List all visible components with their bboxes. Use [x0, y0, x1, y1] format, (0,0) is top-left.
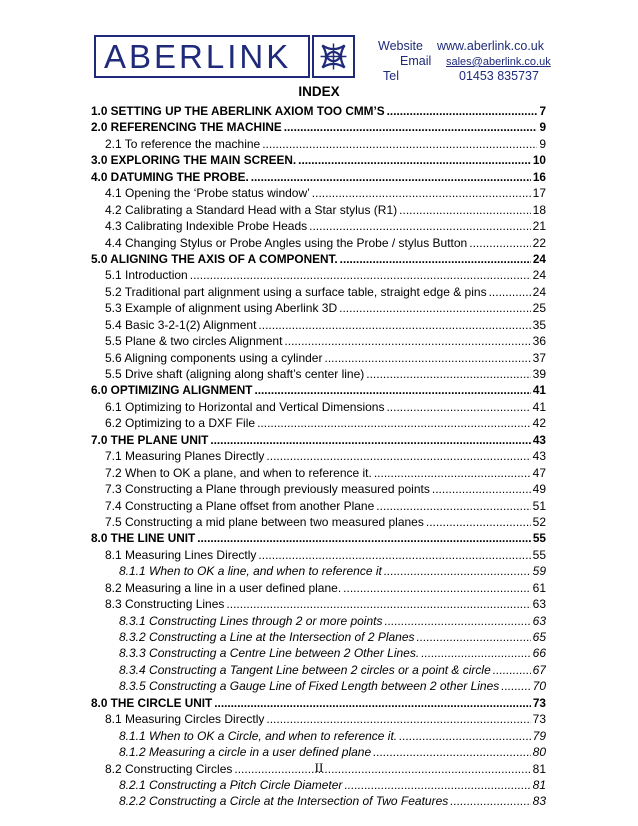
toc-entry[interactable] [91, 646, 546, 662]
toc-entry[interactable] [91, 120, 546, 136]
toc-entry-title: 8.2 Constructing Circles [105, 761, 233, 776]
toc-entry-page: 42 [532, 416, 546, 431]
toc-leader-dots [190, 268, 531, 282]
toc-leader-dots [258, 548, 530, 562]
toc-leader-dots [489, 285, 531, 299]
toc-entry[interactable] [91, 170, 546, 186]
toc-leader-dots [214, 696, 531, 710]
toc-entry[interactable] [91, 383, 546, 399]
toc-leader-dots [266, 449, 530, 463]
toc-leader-dots [226, 597, 530, 611]
toc-entry-page: 24 [532, 284, 546, 299]
toc-entry[interactable] [91, 334, 546, 350]
toc-entry-page: 17 [532, 186, 546, 201]
toc-entry[interactable] [91, 416, 546, 432]
toc-entry-title: 8.1.1 When to OK a line, and when to reference it [119, 564, 382, 579]
toc-entry[interactable] [91, 449, 546, 465]
toc-entry-page: 70 [532, 679, 546, 694]
toc-entry-title: 8.1.1 When to OK a Circle, and when to reference it. [119, 728, 398, 743]
toc-entry-title: 5.5 Plane & two circles Alignment [105, 334, 283, 349]
toc-entry[interactable] [91, 153, 546, 169]
toc-entry-title: 5.1 Introduction [105, 268, 188, 283]
toc-entry-title: 8.3.1 Constructing Lines through 2 or more points [119, 613, 383, 628]
toc-entry-title: 8.1 Measuring Circles Directly [105, 712, 265, 727]
toc-entry-title: 6.1 Optimizing to Horizontal and Vertical Dimensions [105, 399, 385, 414]
toc-entry-title: 8.3.3 Constructing a Centre Line between 2 Other Lines. [119, 646, 420, 661]
toc-leader-dots [343, 581, 530, 595]
toc-entry[interactable] [91, 203, 546, 219]
toc-entry-page: 79 [532, 728, 546, 743]
toc-entry-title: 4.0 DATUMING THE PROBE. [91, 169, 249, 184]
toc-entry[interactable] [91, 252, 546, 268]
toc-entry-page: 9 [539, 120, 546, 135]
toc-entry[interactable] [91, 482, 546, 498]
toc-entry[interactable] [91, 564, 546, 580]
website-value[interactable]: www.aberlink.co.uk [437, 39, 544, 53]
toc-entry-title: 7.2 When to OK a plane, and when to reference it. [105, 465, 372, 480]
toc-entry-title: 8.1 Measuring Lines Directly [105, 547, 257, 562]
toc-entry-page: 47 [532, 465, 546, 480]
toc-entry-title: 8.0 THE LINE UNIT [91, 531, 196, 546]
toc-entry-page: 35 [532, 317, 546, 332]
toc-leader-dots [417, 630, 531, 644]
toc-leader-dots [258, 318, 530, 332]
email-link[interactable]: sales@aberlink.co.uk [446, 56, 551, 68]
toc-entry-page: 67 [532, 662, 546, 677]
toc-entry[interactable] [91, 581, 546, 597]
toc-entry-page: 9 [539, 136, 546, 151]
toc-entry[interactable] [91, 614, 546, 630]
toc-leader-dots [284, 120, 538, 134]
toc-entry-page: 73 [532, 712, 546, 727]
toc-leader-dots [266, 712, 530, 726]
toc-leader-dots [251, 170, 531, 184]
toc-entry-page: 66 [532, 646, 546, 661]
toc-leader-dots [373, 745, 530, 759]
toc-leader-dots [344, 778, 530, 792]
toc-entry-page: 43 [532, 449, 546, 464]
toc-leader-dots [387, 104, 538, 118]
company-logo [94, 35, 310, 78]
toc-entry-title: 5.3 Example of alignment using Aberlink 3D [105, 301, 338, 316]
toc-entry[interactable] [91, 268, 546, 284]
toc-leader-dots [309, 219, 531, 233]
website-label: Website [378, 39, 423, 53]
toc-leader-dots [254, 383, 530, 397]
toc-entry-title: 4.4 Changing Stylus or Probe Angles using the Probe / stylus Button [105, 235, 468, 250]
toc-entry-title: 8.2 Measuring a line in a user defined plane. [105, 580, 342, 595]
toc-entry-title: 2.0 REFERENCING THE MACHINE [91, 120, 282, 135]
toc-entry-page: 49 [532, 482, 546, 497]
toc-entry[interactable] [91, 499, 546, 515]
toc-entry-title: 7.3 Constructing a Plane through previously measured points [105, 482, 430, 497]
toc-entry-page: 24 [532, 251, 546, 266]
toc-entry[interactable] [91, 597, 546, 613]
toc-leader-dots [384, 564, 531, 578]
toc-leader-dots [284, 334, 530, 348]
toc-leader-dots [493, 663, 531, 677]
table-of-contents [91, 104, 546, 811]
toc-entry-title: 5.4 Basic 3-2-1(2) Alignment [105, 317, 257, 332]
toc-entry[interactable] [91, 351, 546, 367]
toc-entry-page: 39 [532, 367, 546, 381]
toc-leader-dots [340, 252, 531, 266]
toc-leader-dots [501, 679, 530, 693]
toc-entry[interactable] [91, 104, 546, 120]
toc-entry[interactable] [91, 515, 546, 531]
toc-entry-title: 8.2.1 Constructing a Pitch Circle Diameter [119, 777, 343, 792]
toc-entry[interactable] [91, 318, 546, 334]
tel-value: 01453 835737 [459, 69, 539, 83]
toc-entry-title: 8.3.4 Constructing a Tangent Line between 2 circles or a point & circle [119, 662, 491, 677]
toc-leader-dots [210, 433, 531, 447]
toc-leader-dots [324, 351, 530, 365]
toc-entry-title: 2.1 To reference the machine [105, 136, 261, 151]
toc-entry-page: 61 [532, 580, 546, 595]
toc-leader-dots [386, 400, 530, 414]
toc-entry[interactable] [91, 679, 546, 695]
toc-entry-page: 55 [532, 531, 546, 546]
toc-entry[interactable] [91, 400, 546, 416]
toc-leader-dots [262, 137, 537, 151]
toc-leader-dots [376, 499, 530, 513]
toc-entry[interactable] [91, 301, 546, 317]
toc-entry-title: 8.1.2 Measuring a circle in a user defined plane [119, 745, 372, 760]
toc-entry-page: 52 [532, 514, 546, 529]
toc-leader-dots [339, 301, 531, 315]
toc-entry-title: 6.2 Optimizing to a DXF File [105, 416, 256, 431]
toc-entry-page: 10 [532, 153, 546, 168]
toc-entry[interactable] [91, 285, 546, 301]
toc-leader-dots [374, 466, 531, 480]
toc-entry-page: 21 [532, 219, 546, 234]
index-title: INDEX [298, 84, 340, 99]
toc-entry-title: 6.0 OPTIMIZING ALIGNMENT [91, 383, 253, 398]
toc-leader-dots [399, 729, 530, 743]
tel-label: Tel [383, 69, 399, 83]
toc-entry-title: 1.0 SETTING UP THE ABERLINK AXIOM TOO CMM’S [91, 104, 385, 118]
toc-leader-dots [312, 186, 531, 200]
email-label: Email [400, 54, 432, 68]
toc-leader-dots [421, 646, 530, 660]
toc-leader-dots [384, 614, 530, 628]
toc-entry-page: 36 [532, 334, 546, 349]
toc-entry-page: 81 [532, 777, 546, 792]
toc-entry[interactable] [91, 466, 546, 482]
toc-leader-dots [450, 794, 530, 808]
toc-entry-title: 8.3.5 Constructing a Gauge Line of Fixed Length between 2 other Lines [119, 679, 500, 694]
toc-entry[interactable] [91, 433, 546, 449]
toc-entry[interactable] [91, 794, 546, 810]
toc-leader-dots [257, 416, 531, 430]
toc-entry-page: 43 [532, 432, 546, 447]
celtic-knot-icon [312, 35, 355, 78]
toc-entry-page: 18 [532, 202, 546, 217]
toc-entry-page: 16 [532, 169, 546, 184]
toc-leader-dots [298, 153, 531, 167]
toc-entry-title: 7.5 Constructing a mid plane between two measured planes [105, 514, 424, 529]
toc-entry-title: 4.2 Calibrating a Standard Head with a Star stylus (R1) [105, 202, 398, 217]
toc-entry-title: 4.3 Calibrating Indexible Probe Heads [105, 219, 308, 234]
toc-entry-page: 37 [532, 350, 546, 365]
toc-entry[interactable] [91, 219, 546, 235]
toc-entry-page: 63 [532, 597, 546, 612]
toc-entry-page: 41 [532, 383, 546, 398]
toc-leader-dots [432, 482, 531, 496]
toc-entry-page: 55 [532, 547, 546, 562]
toc-entry-page: 65 [532, 630, 546, 644]
toc-leader-dots [469, 236, 530, 250]
toc-entry-page: 81 [532, 761, 546, 776]
toc-entry-page: 73 [532, 695, 546, 710]
toc-entry-title: 5.0 ALIGNING THE AXIS OF A COMPONENT. [91, 251, 338, 266]
toc-entry-page: 83 [532, 794, 546, 809]
toc-entry-title: 5.2 Traditional part alignment using a surface table, straight edge & pins [105, 284, 487, 299]
toc-entry[interactable] [91, 367, 546, 383]
toc-entry-title: 8.3.2 Constructing a Line at the Intersection of 2 Planes [119, 630, 415, 644]
toc-leader-dots [399, 203, 530, 217]
toc-entry[interactable] [91, 548, 546, 564]
toc-entry-page: 59 [532, 564, 546, 579]
toc-entry[interactable] [91, 186, 546, 202]
toc-entry-page: 24 [532, 268, 546, 283]
toc-entry-title: 7.0 THE PLANE UNIT [91, 432, 209, 447]
toc-entry-page: 80 [532, 745, 546, 760]
toc-entry[interactable] [91, 236, 546, 252]
toc-entry-title: 7.1 Measuring Planes Directly [105, 449, 265, 464]
toc-entry-title: 8.0 THE CIRCLE UNIT [91, 695, 213, 710]
toc-entry[interactable] [91, 712, 546, 728]
toc-entry-page: 41 [532, 399, 546, 414]
toc-entry[interactable] [91, 531, 546, 547]
toc-entry[interactable] [91, 137, 546, 153]
toc-entry-title: 5.5 Drive shaft (aligning along shaft’s center line) [105, 367, 365, 381]
toc-entry-page: 51 [532, 498, 546, 513]
toc-leader-dots [197, 531, 531, 545]
toc-entry-title: 8.3 Constructing Lines [105, 597, 225, 612]
toc-entry[interactable] [91, 696, 546, 712]
toc-entry-page: 25 [532, 301, 546, 316]
toc-entry-page: 7 [539, 104, 546, 118]
toc-leader-dots [426, 515, 531, 529]
toc-entry-title: 8.2.2 Constructing a Circle at the Intersection of Two Features [119, 794, 449, 809]
logo-wordmark: ABERLINK [104, 38, 292, 75]
page-number: II [314, 760, 324, 775]
toc-entry-title: 7.4 Constructing a Plane offset from another Plane [105, 498, 375, 513]
toc-entry[interactable] [91, 630, 546, 646]
toc-entry[interactable] [91, 778, 546, 794]
toc-entry-page: 63 [532, 613, 546, 628]
toc-entry[interactable] [91, 729, 546, 745]
toc-leader-dots [366, 367, 530, 381]
toc-entry-title: 3.0 EXPLORING THE MAIN SCREEN. [91, 153, 297, 168]
toc-entry[interactable] [91, 663, 546, 679]
toc-entry-page: 22 [532, 235, 546, 250]
toc-entry-title: 5.6 Aligning components using a cylinder [105, 350, 323, 365]
toc-entry-title: 4.1 Opening the ‘Probe status window’ [105, 186, 310, 201]
